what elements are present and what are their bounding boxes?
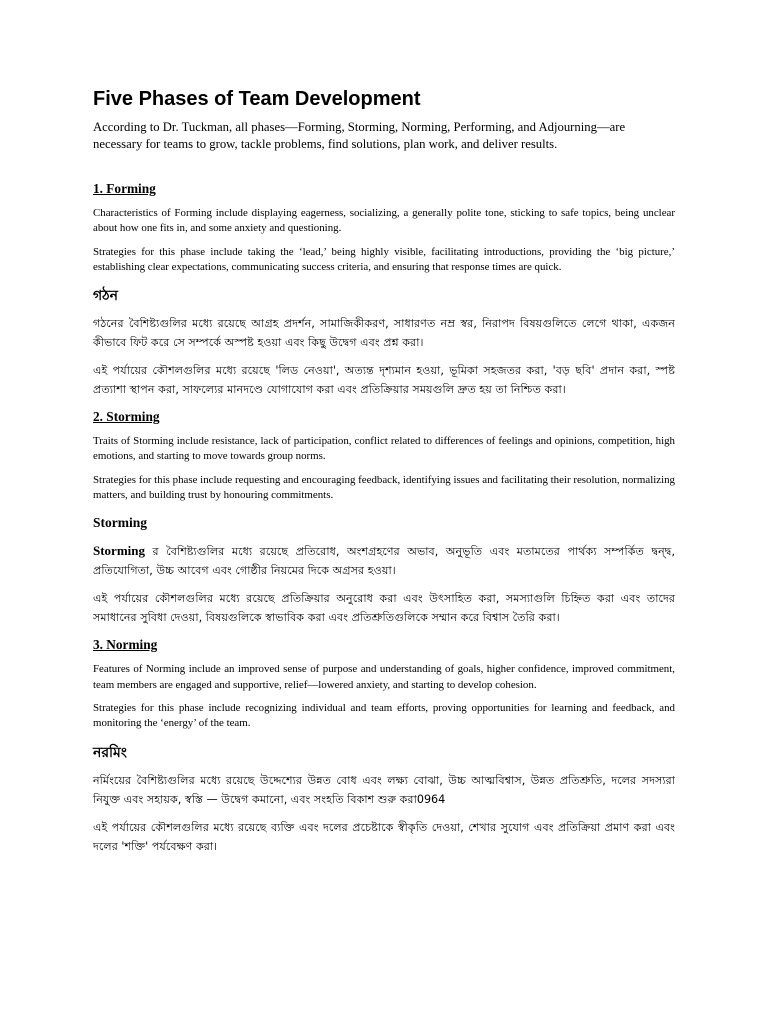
storming-bn-lead: Storming <box>93 543 145 559</box>
storming-strategies: Strategies for this phase include requesting and encouraging feedback, identifying issues and facilitating their resolution, normalizing matters, and building trust by honouring commitments. <box>93 473 675 502</box>
forming-section <box>93 180 675 399</box>
storming-traits: Traits of Storming include resistance, lack of participation, conflict related to differences of feelings and opinions, competition, high emotions, and starting to move towards group norms. <box>93 435 675 463</box>
forming-bn-characteristics: গঠনের বৈশিষ্ট্যগুলির মধ্যে রয়েছে আগ্রহ প্রদর্শন, সামাজিকীকরণ, সাধারণত নম্র স্বর, নিরাপদ বিষয়গুলিতে লেগে থাকা, একজন কীভাবে ফিট করে সে সম্পর্কে অস্পষ্ট হওয়া এবং কিছু উদ্বেগ এবং প্রশ্ন করা। <box>93 317 675 350</box>
norming-features: Features of Norming include an improved sense of purpose and understanding of goals, higher confidence, improved commitment, team members are engaged and supportive, relief—lowered anxiety, and starting to develop cohesion. <box>93 663 675 691</box>
storming-bn-traits-text: র বৈশিষ্ট্যগুলির মধ্যে রয়েছে প্রতিরোধ, অংশগ্রহণের অভাব, অনুভূতি এবং মতামতের পার্থক্য সম্পর্কিত দ্বন্দ্ব, প্রতিযোগিতা, উচ্চ আবেগ এবং গোষ্ঠীর নিয়মের দিকে অগ্রসর হওয়া। <box>93 545 675 578</box>
document-title: Five Phases of Team Development <box>93 88 421 110</box>
norming-strategies: Strategies for this phase include recognizing individual and team efforts, proving opportunities for learning and feedback, and monitoring the ‘energy’ of the team. <box>93 701 675 730</box>
document-page <box>93 86 675 865</box>
forming-strategies: Strategies for this phase include taking the ‘lead,’ being highly visible, facilitating introductions, providing the ‘big picture,’ establishing clear expectations, communicating success criteria, and ensuring that response times are quick. <box>93 245 675 273</box>
intro-paragraph: According to Dr. Tuckman, all phases—Forming, Storming, Norming, Performing, and Adjourning—are necessary for teams to grow, tackle problems, find solutions, plan work, and deliver results. <box>93 120 626 151</box>
forming-heading: 1. Forming <box>93 181 156 196</box>
norming-bn-heading: নরমিং <box>93 744 127 761</box>
forming-bn-heading: গঠন <box>93 288 119 305</box>
norming-heading: 3. Norming <box>93 637 158 653</box>
storming-bn-heading: Storming <box>93 515 147 531</box>
forming-characteristics: Characteristics of Forming include displaying eagerness, socializing, a generally polite tone, sticking to safe topics, being unclear about how one fits in, and some anxiety and questioning. <box>93 207 675 235</box>
norming-section <box>93 636 675 855</box>
storming-section <box>93 408 675 627</box>
norming-bn-strategies: এই পর্যায়ের কৌশলগুলির মধ্যে রয়েছে ব্যক্তি এবং দলের প্রচেষ্টাকে স্বীকৃতি দেওয়া, শেখার সুযোগ এবং প্রতিক্রিয়া প্রমাণ করা এবং দলের 'শক্তি' পর্যবেক্ষণ করা। <box>93 820 675 853</box>
storming-heading: 2. Storming <box>93 409 160 425</box>
storming-bn-traits <box>93 541 675 580</box>
forming-bn-strategies: এই পর্যায়ের কৌশলগুলির মধ্যে রয়েছে 'লিড নেওয়া', অত্যন্ত দৃশ্যমান হওয়া, ভূমিকা সহজতর করা, 'বড় ছবি' প্রদান করা, স্পষ্ট প্রত্যাশা স্থাপন করা, সাফল্যের মানদণ্ডে যোগাযোগ করা এবং প্রতিক্রিয়ার সময়গুলি দ্রুত হয় তা নিশ্চিত করা। <box>93 364 675 397</box>
norming-bn-features: নর্মিংয়ের বৈশিষ্ট্যগুলির মধ্যে রয়েছে উদ্দেশ্যের উন্নত বোধ এবং লক্ষ্য বোঝা, উচ্চ আত্মবিশ্বাস, উন্নত প্রতিশ্রুতি, দলের সদস্যরা নিযুক্ত এবং সহায়ক, স্বস্তি — উদ্বেগ কমানো, এবং সংহতি বিকাশ শুরু করা0964 <box>93 773 675 806</box>
storming-bn-strategies: এই পর্যায়ের কৌশলগুলির মধ্যে রয়েছে প্রতিক্রিয়ার অনুরোধ করা এবং উৎসাহিত করা, সমস্যাগুলি চিহ্নিত করা এবং তাদের সমাধানের সুবিধা দেওয়া, বিষয়গুলিকে স্বাভাবিক করা এবং প্রতিশ্রুতিগুলিকে সম্মান করে বিশ্বাস তৈরি করা। <box>93 592 675 625</box>
